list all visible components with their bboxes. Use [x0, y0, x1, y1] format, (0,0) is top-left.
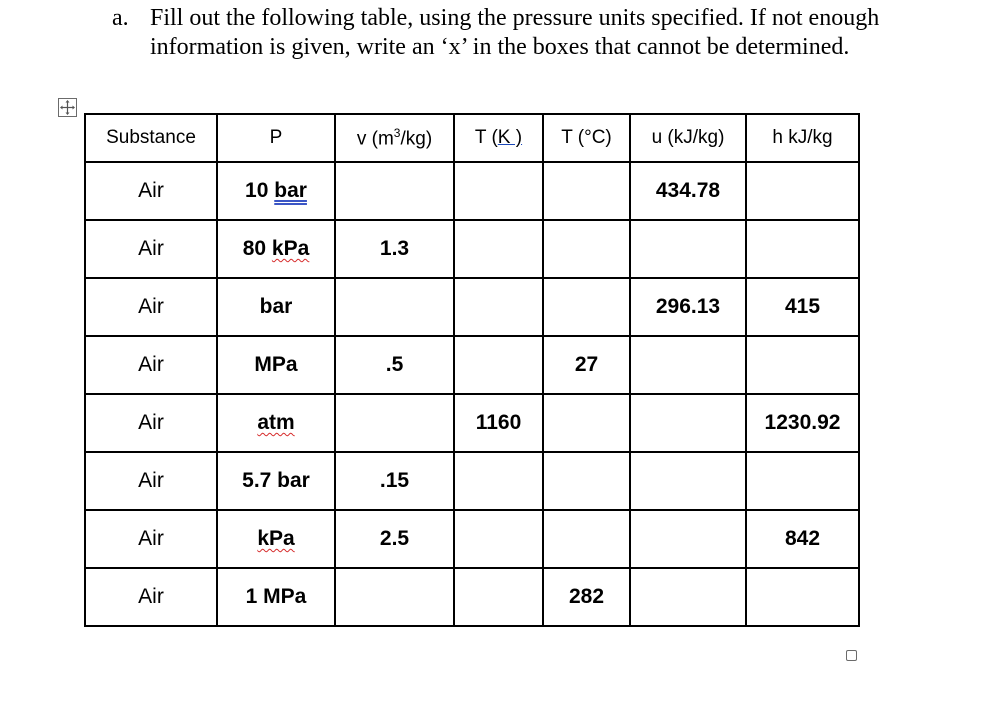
table-header-row — [85, 114, 859, 162]
cell-enthalpy[interactable] — [746, 452, 859, 510]
question-prompt — [112, 4, 912, 62]
header-pressure: P — [217, 114, 335, 162]
table-row — [85, 220, 859, 278]
cell-temperature-c[interactable] — [543, 452, 630, 510]
cell-pressure[interactable]: MPa — [217, 336, 335, 394]
cell-pressure-text: atm — [257, 411, 295, 434]
header-enthalpy: h kJ/kg — [746, 114, 859, 162]
cell-substance[interactable]: Air — [85, 452, 217, 510]
cell-specific-volume[interactable] — [335, 278, 454, 336]
cell-enthalpy[interactable] — [746, 336, 859, 394]
cell-internal-energy[interactable] — [630, 452, 746, 510]
cell-internal-energy[interactable]: 434.78 — [630, 162, 746, 220]
table-row — [85, 394, 859, 452]
header-substance: Substance — [85, 114, 217, 162]
cell-specific-volume[interactable]: 1.3 — [335, 220, 454, 278]
cell-specific-volume[interactable]: 2.5 — [335, 510, 454, 568]
cell-pressure[interactable]: bar — [217, 278, 335, 336]
cell-internal-energy[interactable] — [630, 220, 746, 278]
table-row — [85, 162, 859, 220]
cell-temperature-c[interactable] — [543, 510, 630, 568]
table-row — [85, 568, 859, 626]
table-row — [85, 336, 859, 394]
cell-temperature-k[interactable] — [454, 162, 543, 220]
header-temperature-k-prefix: T ( — [474, 127, 498, 148]
table-row — [85, 510, 859, 568]
cell-temperature-c[interactable] — [543, 162, 630, 220]
cell-temperature-c[interactable] — [543, 394, 630, 452]
cell-pressure-text: 80 kPa — [242, 237, 310, 260]
cell-internal-energy[interactable]: 296.13 — [630, 278, 746, 336]
question-marker: a. — [112, 5, 129, 31]
cell-enthalpy[interactable]: 415 — [746, 278, 859, 336]
cell-substance[interactable]: Air — [85, 162, 217, 220]
cell-substance[interactable]: Air — [85, 278, 217, 336]
cell-substance[interactable]: Air — [85, 220, 217, 278]
header-internal-energy: u (kJ/kg) — [630, 114, 746, 162]
cell-temperature-k[interactable] — [454, 568, 543, 626]
question-text: Fill out the following table, using the pressure units specified. If not enough information is given, write an ‘x’ in the boxes that cannot be determined. — [150, 5, 880, 60]
cell-internal-energy[interactable] — [630, 336, 746, 394]
cell-temperature-k[interactable] — [454, 452, 543, 510]
cell-substance[interactable]: Air — [85, 336, 217, 394]
cell-temperature-k[interactable] — [454, 336, 543, 394]
cell-temperature-c[interactable]: 27 — [543, 336, 630, 394]
header-temperature-c: T (°C) — [543, 114, 630, 162]
cell-substance[interactable]: Air — [85, 394, 217, 452]
header-temperature-k-link[interactable]: K ) — [497, 127, 523, 148]
cell-pressure[interactable] — [217, 162, 335, 220]
cell-internal-energy[interactable] — [630, 510, 746, 568]
cell-internal-energy[interactable] — [630, 394, 746, 452]
cell-temperature-c[interactable] — [543, 220, 630, 278]
header-temperature-k — [454, 114, 543, 162]
cell-specific-volume[interactable]: .15 — [335, 452, 454, 510]
table-move-handle-icon[interactable] — [58, 98, 77, 117]
cell-pressure-text: kPa — [257, 527, 295, 550]
cell-enthalpy[interactable] — [746, 568, 859, 626]
cell-internal-energy[interactable] — [630, 568, 746, 626]
cell-temperature-k[interactable]: 1160 — [454, 394, 543, 452]
header-specific-volume-superscript: 3 — [393, 125, 401, 140]
cell-specific-volume[interactable] — [335, 162, 454, 220]
cell-enthalpy[interactable]: 1230.92 — [746, 394, 859, 452]
cell-specific-volume[interactable] — [335, 394, 454, 452]
table-row — [85, 452, 859, 510]
cell-specific-volume[interactable] — [335, 568, 454, 626]
header-specific-volume-prefix: v (m — [356, 128, 394, 150]
cell-temperature-k[interactable] — [454, 510, 543, 568]
properties-table — [84, 113, 860, 627]
cell-enthalpy[interactable] — [746, 220, 859, 278]
table-resize-handle-icon[interactable] — [846, 650, 857, 661]
cell-substance[interactable]: Air — [85, 568, 217, 626]
cell-pressure-text: 10 bar — [245, 179, 307, 202]
cell-temperature-k[interactable] — [454, 278, 543, 336]
cell-pressure[interactable] — [217, 510, 335, 568]
cell-pressure-unit-text: kPa — [271, 237, 310, 260]
cell-temperature-c[interactable]: 282 — [543, 568, 630, 626]
cell-pressure-unit-text: bar — [274, 179, 307, 202]
cell-enthalpy[interactable] — [746, 162, 859, 220]
header-specific-volume — [335, 114, 454, 162]
cell-temperature-k[interactable] — [454, 220, 543, 278]
table-row — [85, 278, 859, 336]
cell-specific-volume[interactable]: .5 — [335, 336, 454, 394]
cell-pressure[interactable] — [217, 220, 335, 278]
cell-substance[interactable]: Air — [85, 510, 217, 568]
cell-temperature-c[interactable] — [543, 278, 630, 336]
cell-pressure[interactable]: 1 MPa — [217, 568, 335, 626]
header-specific-volume-suffix: /kg) — [400, 128, 433, 150]
cell-pressure[interactable]: 5.7 bar — [217, 452, 335, 510]
cell-enthalpy[interactable]: 842 — [746, 510, 859, 568]
cell-pressure[interactable] — [217, 394, 335, 452]
